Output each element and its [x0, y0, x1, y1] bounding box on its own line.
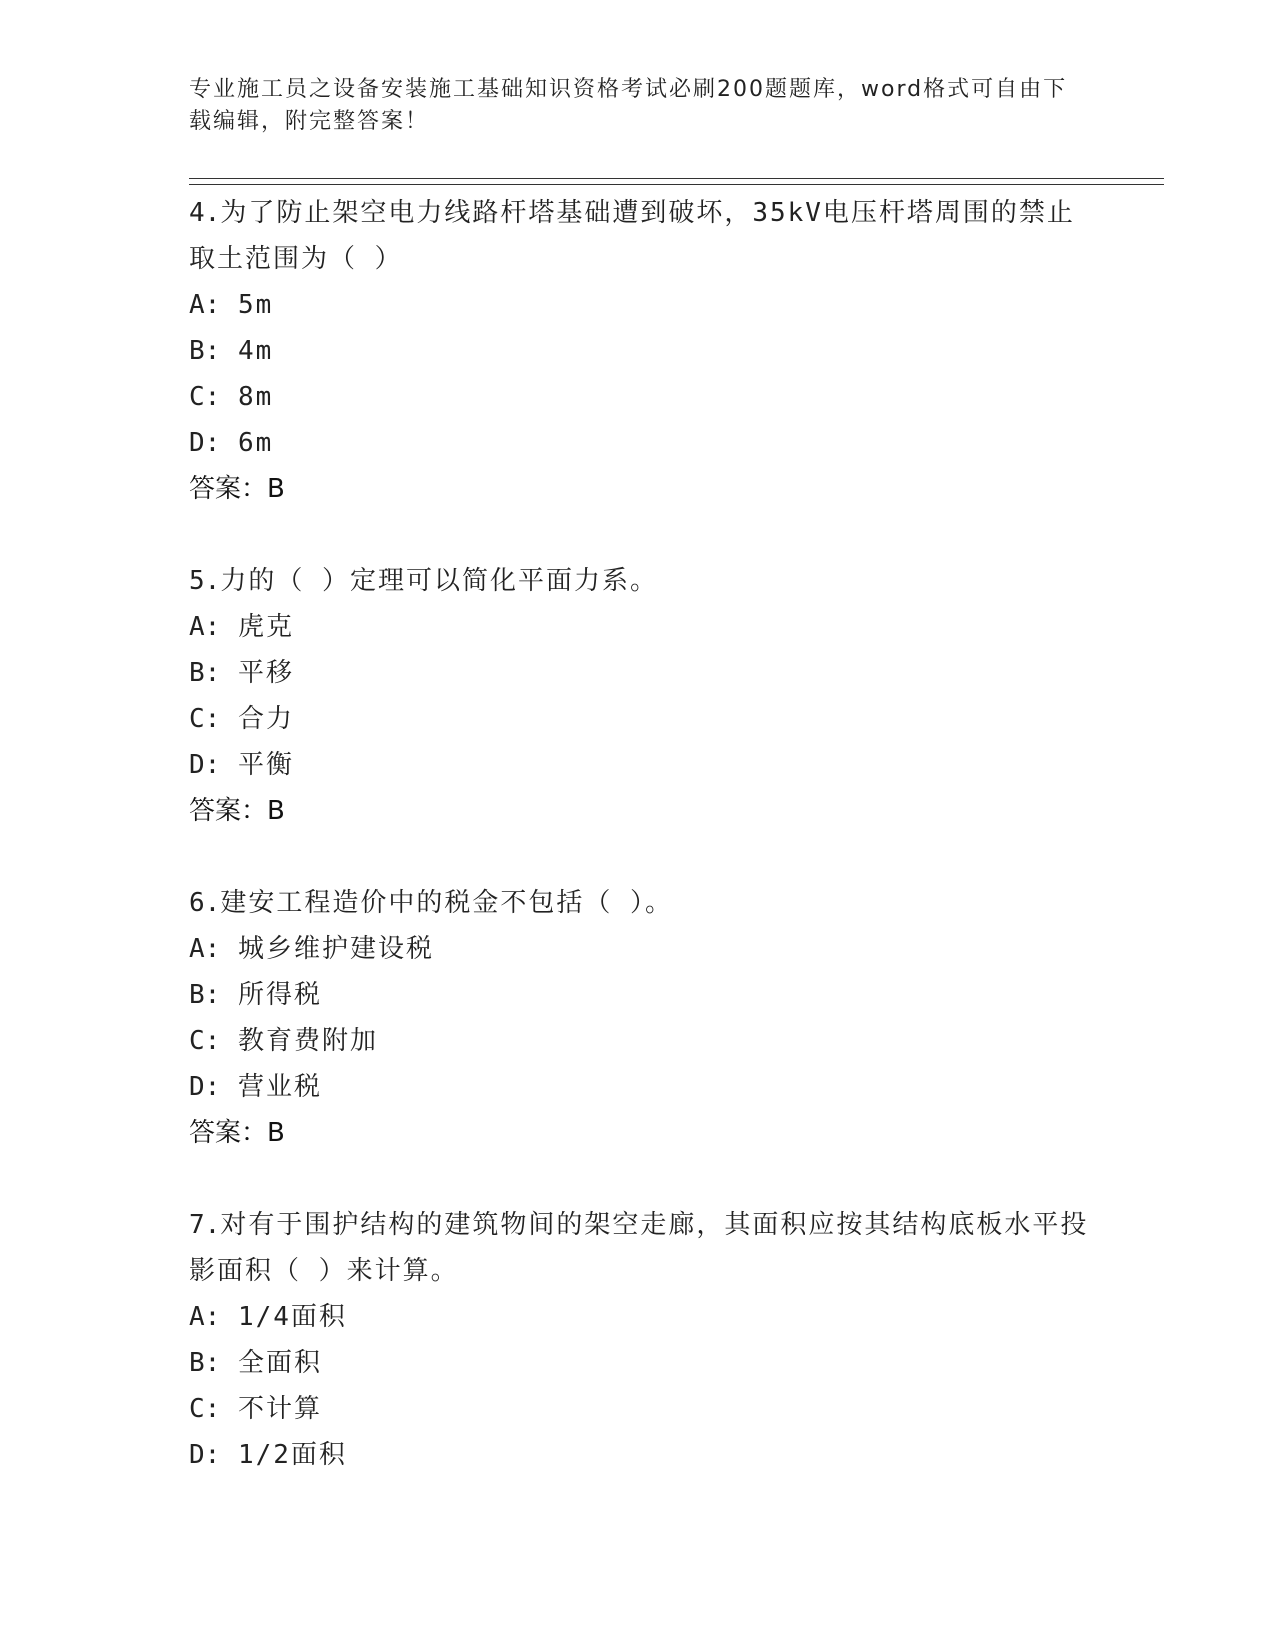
option-letter: C: — [189, 382, 221, 412]
question-number: 4. — [189, 198, 221, 228]
option-text: 全面积 — [237, 1348, 322, 1378]
option-text: 1/2面积 — [237, 1440, 347, 1470]
document-title: 专业施工员之设备安装施工基础知识资格考试必刷200题题库，word格式可自由下载编辑，附完整答案！ — [189, 77, 1068, 134]
option-d — [189, 742, 1089, 788]
option-letter: D: — [189, 1440, 221, 1470]
option-text: 合力 — [237, 704, 294, 734]
option-letter: C: — [189, 1026, 221, 1056]
option-text: 城乡维护建设税 — [237, 934, 434, 964]
option-c — [189, 374, 1089, 420]
option-b — [189, 972, 1089, 1018]
question-6 — [189, 880, 1089, 1156]
question-list — [189, 190, 1089, 1524]
question-body: 对有于围护结构的建筑物间的架空走廊，其面积应按其结构底板水平投影面积（ ）来计算。 — [189, 1210, 1089, 1286]
option-a — [189, 604, 1089, 650]
question-body: 为了防止架空电力线路杆塔基础遭到破坏，35kV电压杆塔周围的禁止取土范围为（ ） — [189, 198, 1075, 274]
header-divider-top — [189, 178, 1164, 179]
option-text: 平衡 — [237, 750, 294, 780]
question-body: 力的（ ）定理可以简化平面力系。 — [220, 566, 658, 596]
header-divider-bottom — [189, 184, 1164, 185]
option-letter: B: — [189, 336, 221, 366]
option-a — [189, 1294, 1089, 1340]
option-text: 8m — [237, 382, 274, 412]
option-c — [189, 1386, 1089, 1432]
option-b — [189, 328, 1089, 374]
question-text — [189, 1202, 1089, 1294]
question-4 — [189, 190, 1089, 512]
option-text: 教育费附加 — [237, 1026, 378, 1056]
option-d — [189, 1432, 1089, 1478]
option-letter: C: — [189, 1394, 221, 1424]
option-text: 不计算 — [237, 1394, 322, 1424]
question-5 — [189, 558, 1089, 834]
question-number: 6. — [189, 888, 221, 918]
option-text: 4m — [237, 336, 274, 366]
option-b — [189, 650, 1089, 696]
answer-line: 答案：B — [189, 796, 285, 826]
answer-line: 答案：B — [189, 1118, 285, 1148]
option-text: 6m — [237, 428, 274, 458]
option-text: 1/4面积 — [237, 1302, 347, 1332]
option-text: 平移 — [237, 658, 294, 688]
option-text: 5m — [237, 290, 274, 320]
question-text — [189, 558, 1089, 604]
question-text — [189, 880, 1089, 926]
option-letter: B: — [189, 658, 221, 688]
option-letter: B: — [189, 980, 221, 1010]
option-letter: D: — [189, 1072, 221, 1102]
question-text — [189, 190, 1089, 282]
option-letter: D: — [189, 428, 221, 458]
question-body: 建安工程造价中的税金不包括（ ）。 — [220, 888, 673, 918]
option-letter: A: — [189, 612, 221, 642]
option-letter: D: — [189, 750, 221, 780]
option-a — [189, 926, 1089, 972]
question-number: 7. — [189, 1210, 221, 1240]
option-a — [189, 282, 1089, 328]
question-7 — [189, 1202, 1089, 1478]
option-c — [189, 696, 1089, 742]
option-text: 营业税 — [237, 1072, 322, 1102]
answer-line: 答案：B — [189, 474, 285, 504]
option-letter: B: — [189, 1348, 221, 1378]
question-number: 5. — [189, 566, 221, 596]
option-d — [189, 1064, 1089, 1110]
option-text: 虎克 — [237, 612, 294, 642]
option-letter: A: — [189, 934, 221, 964]
option-c — [189, 1018, 1089, 1064]
option-letter: A: — [189, 290, 221, 320]
option-d — [189, 420, 1089, 466]
option-b — [189, 1340, 1089, 1386]
option-text: 所得税 — [237, 980, 322, 1010]
option-letter: A: — [189, 1302, 221, 1332]
option-letter: C: — [189, 704, 221, 734]
